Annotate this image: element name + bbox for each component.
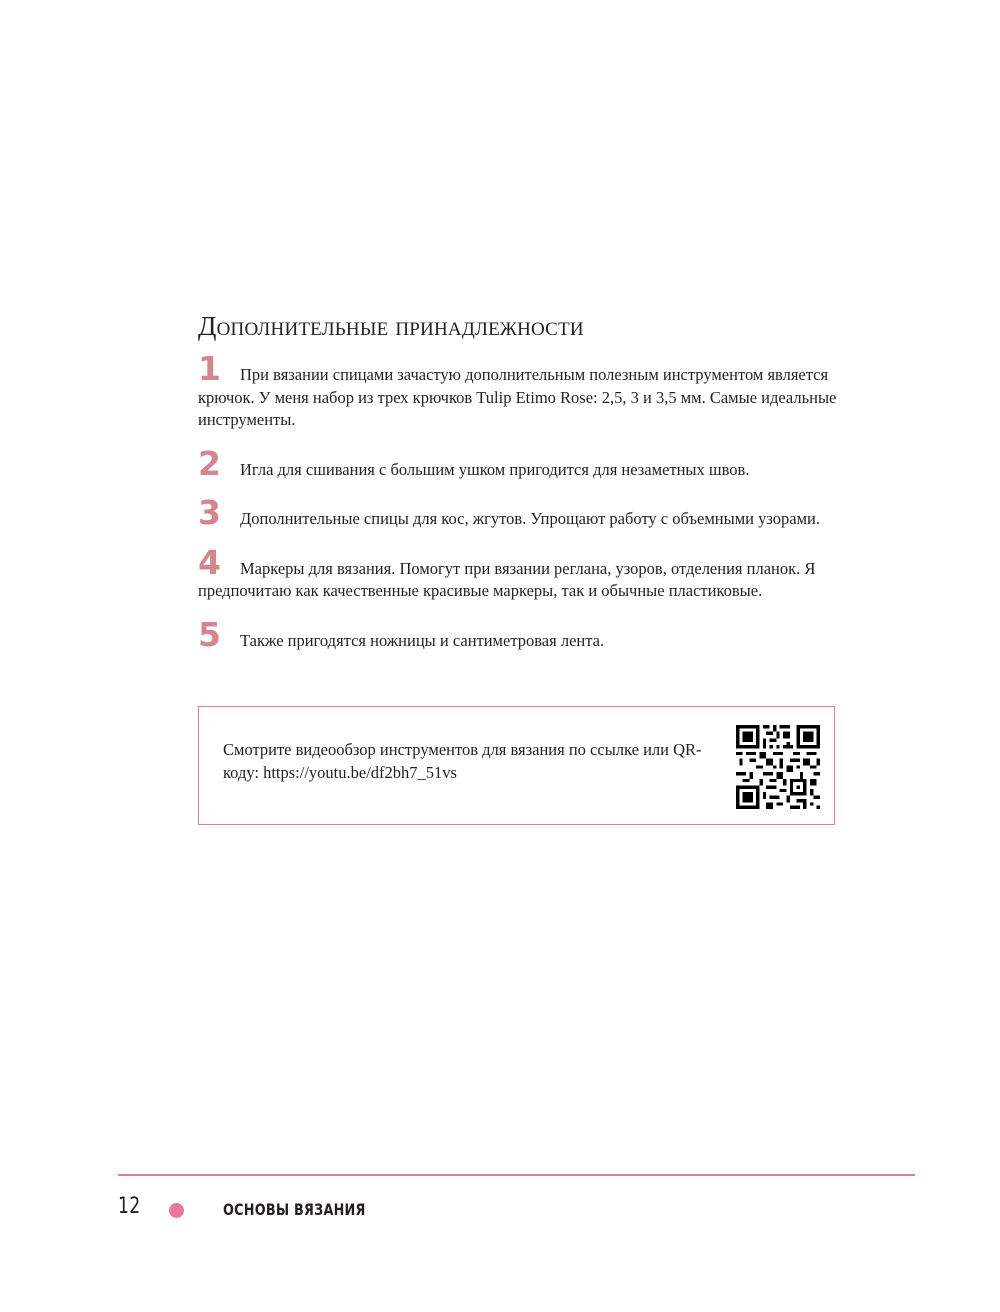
- list-item: [198, 493, 838, 532]
- video-note-text: Смотрите видеообзор инструментов для вязания по ссылке или QR-коду: https://youtu.be/df2bh7_51vs: [223, 740, 702, 782]
- main-content: [198, 308, 838, 673]
- qr-code-icon[interactable]: [736, 725, 820, 809]
- item-text: Игла для сшивания с большим ушком пригодится для незаметных швов.: [240, 459, 750, 479]
- item-text: При вязании спицами зачастую дополнительным полезным инструментом является крючок. У меня набор из трех крючков Tulip Etimo Rose: 2,5, 3 и 3,5 мм. Самые идеальные инструменты.: [198, 365, 837, 429]
- item-text: Дополнительные спицы для кос, жгутов. Упрощают работу с объемными узорами.: [240, 509, 820, 528]
- item-text: Также пригодятся ножницы и сантиметровая лента.: [240, 630, 605, 650]
- list-item: [198, 349, 838, 432]
- footer-dot-icon: [169, 1203, 184, 1218]
- footer-divider: [118, 1174, 915, 1176]
- section-title: Дополнительные принадлежности: [198, 311, 584, 341]
- item-number: 3: [198, 493, 221, 532]
- item-number: 5: [198, 614, 221, 654]
- list-item: [198, 443, 838, 483]
- item-number: 2: [198, 443, 221, 483]
- item-number: 1: [198, 349, 221, 388]
- running-title: ОСНОВЫ ВЯЗАНИЯ: [223, 1200, 366, 1219]
- list-item: [198, 542, 838, 603]
- list-item: [198, 614, 838, 654]
- page-number: 12: [118, 1194, 141, 1219]
- item-text: Маркеры для вязания. Помогут при вязании реглана, узоров, отделения планок. Я предпочитаю как качественные красивые маркеры, так и обычные пластиковые.: [198, 558, 816, 600]
- video-note-box: [198, 706, 835, 825]
- item-number: 4: [198, 542, 221, 582]
